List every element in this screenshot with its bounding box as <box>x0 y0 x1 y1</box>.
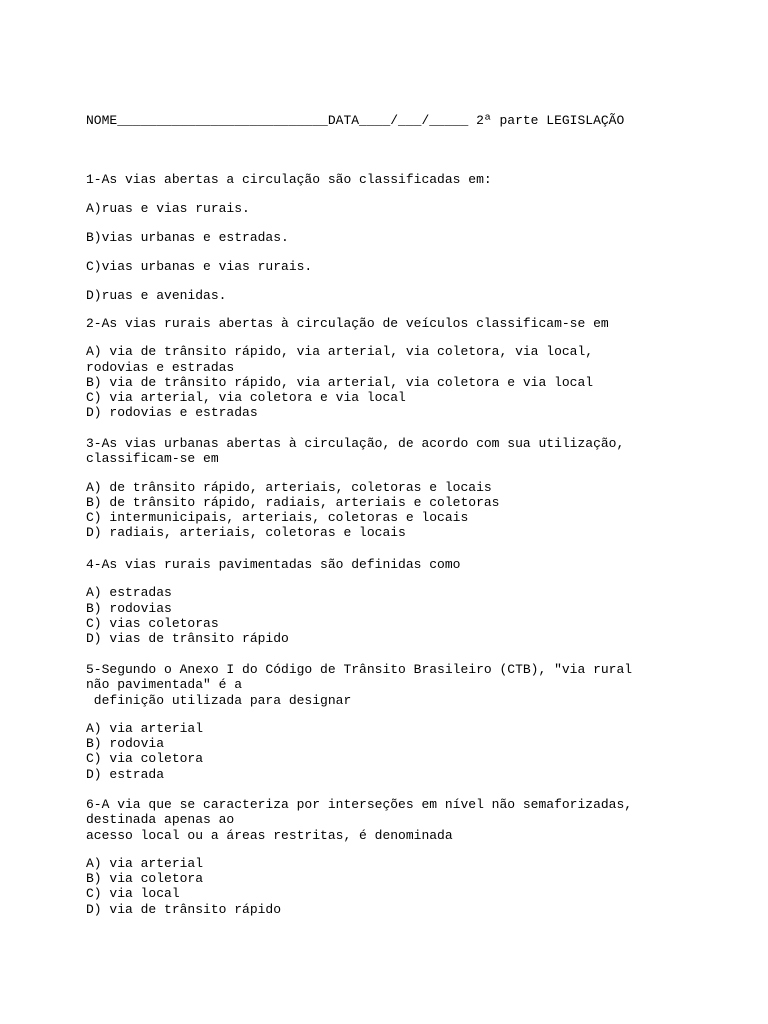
option-b: B) via de trânsito rápido, via arterial, via coletora e via local <box>86 374 594 390</box>
question-2 <box>86 316 746 421</box>
option-a: A) via de trânsito rápido, via arterial, via coletora, via local, <box>86 344 594 360</box>
question-stem-line-1: 6-A via que se caracteriza por interseções em nível não semaforizadas, <box>86 797 633 812</box>
question-stem-line-1: 5-Segundo o Anexo I do Código de Trânsito Brasileiro (CTB), "via rural <box>86 662 633 677</box>
option-b: B) rodovia <box>86 736 165 752</box>
option-c: C) vias coletoras <box>86 615 219 631</box>
option-b: B) de trânsito rápido, radiais, arteriais e coletoras <box>86 494 500 510</box>
option-d: D)ruas e avenidas. <box>86 288 227 304</box>
option-d: D) vias de trânsito rápido <box>86 631 289 647</box>
option-c: C)vias urbanas e vias rurais. <box>86 259 313 275</box>
question-3 <box>86 436 746 541</box>
question-stem-line-3: acesso local ou a áreas restritas, é denominada <box>86 827 453 843</box>
option-a: A) via arterial <box>86 720 204 736</box>
option-c: C) via arterial, via coletora e via local <box>86 390 406 406</box>
option-c: C) via local <box>86 886 180 902</box>
question-stem: 2-As vias rurais abertas à circulação de veículos classificam-se em <box>86 316 609 331</box>
option-a: A) via arterial <box>86 855 204 871</box>
option-d: D) via de trânsito rápido <box>86 901 282 917</box>
option-a-continued: rodovias e estradas <box>86 359 235 375</box>
header-line: NOME___________________________DATA____/___/_____ 2ª parte LEGISLAÇÃO <box>86 113 625 128</box>
option-a: A) estradas <box>86 585 172 601</box>
question-stem: 4-As vias rurais pavimentadas são definidas como <box>86 557 461 572</box>
question-stem-line-2: classificam-se em <box>86 451 219 467</box>
option-d: D) estrada <box>86 766 165 782</box>
option-a: A) de trânsito rápido, arteriais, coletoras e locais <box>86 479 492 495</box>
option-a: A)ruas e vias rurais. <box>86 201 250 217</box>
question-4 <box>86 557 746 646</box>
question-stem-line-2: não pavimentada" é a <box>86 677 243 693</box>
question-stem-line-2: destinada apenas ao <box>86 812 235 828</box>
question-6 <box>86 797 746 917</box>
question-stem: 1-As vias abertas a circulação são classificadas em: <box>86 172 492 187</box>
option-b: B) via coletora <box>86 871 204 887</box>
question-stem-line-1: 3-As vias urbanas abertas à circulação, de acordo com sua utilização, <box>86 436 625 451</box>
option-d: D) rodovias e estradas <box>86 405 258 421</box>
option-c: C) intermunicipais, arteriais, coletoras e locais <box>86 510 469 526</box>
question-1 <box>86 172 746 317</box>
question-stem-line-3: definição utilizada para designar <box>86 692 352 708</box>
option-b: B) rodovias <box>86 600 172 616</box>
question-5 <box>86 662 746 782</box>
option-c: C) via coletora <box>86 751 204 767</box>
option-d: D) radiais, arteriais, coletoras e locais <box>86 525 406 541</box>
option-b: B)vias urbanas e estradas. <box>86 230 289 246</box>
